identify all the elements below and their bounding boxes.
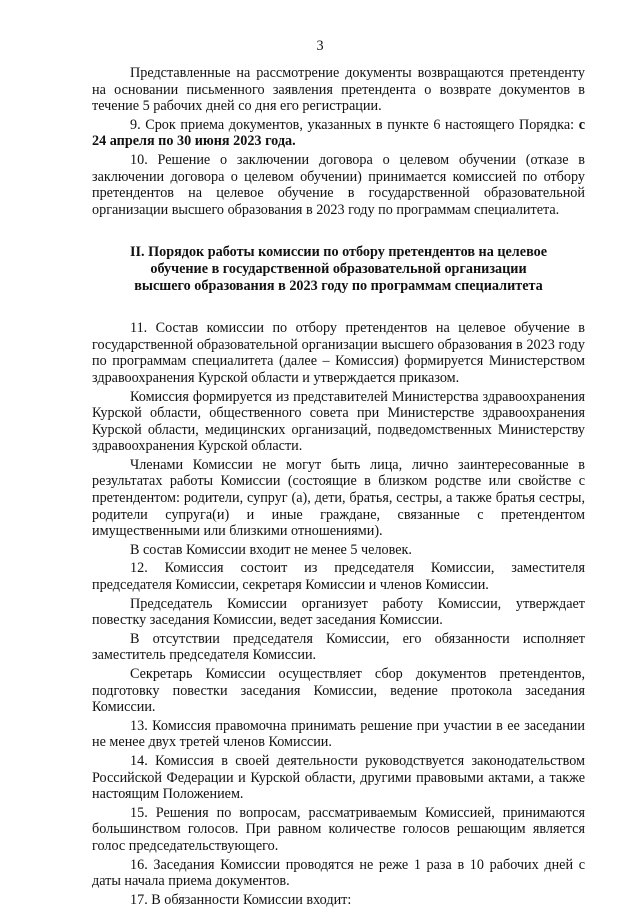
paragraph-chairman: Председатель Комиссии организует работу Комиссии, утверждает повестку заседания Комиссии, ведет заседания Комиссии. bbox=[92, 595, 585, 629]
document-body bbox=[92, 65, 585, 908]
page-number: 3 bbox=[316, 38, 324, 54]
paragraph-10: 10. Решение о заключении договора о целевом обучении (отказе в заключении договора о целевом обучении) принимается комиссией по отбору претендентов на целевое обучение в государственной образовательной организации высшего образования в 2023 году по программам специалитета. bbox=[92, 151, 585, 218]
paragraph-commission-size: В состав Комиссии входит не менее 5 человек. bbox=[130, 541, 412, 558]
paragraph-12: 12. Комиссия состоит из председателя Комиссии, заместителя председателя Комиссии, секретаря Комиссии и членов Комиссии. bbox=[92, 560, 585, 594]
section-title: II. Порядок работы комиссии по отбору претендентов на целевое обучение в государственной образовательной организации высшего образования в 2023 году по программам специалитета bbox=[129, 244, 548, 294]
paragraph-commission-members-restriction: Членами Комиссии не могут быть лица, лично заинтересованные в результатах работы Комиссии (состоящие в близком родстве или свойстве с претендентом: родители, супруг (а), дети, братья, сестры, а также братья сестры, родители супруга(и) и иные граждане, связанные с претендентом имущественными или близкими отношениями). bbox=[92, 456, 585, 540]
paragraph-9 bbox=[92, 117, 585, 150]
paragraph-11: 11. Состав комиссии по отбору претендентов на целевое обучение в государственной образовательной организации высшего образования в 2023 году по программам специалитета (далее – Комиссия) формируется Министерством здравоохранения Курской области и утверждается приказом. bbox=[92, 320, 585, 386]
paragraph-return-documents: Представленные на рассмотрение документы возвращаются претенденту на основании письменного заявления претендента о возврате документов в течение 5 рабочих дней со дня его регистрации. bbox=[92, 65, 585, 115]
paragraph-14: 14. Комиссия в своей деятельности руководствуется законодательством Российской Федерации и Курской области, другими правовыми актами, а также настоящим Положением. bbox=[92, 752, 585, 803]
paragraph-commission-formation: Комиссия формируется из представителей Министерства здравоохранения Курской области, общественного совета при Министерстве здравоохранения Курской области, медицинских организаций, подведомственных Министерству здравоохранения Курской области. bbox=[92, 388, 585, 455]
paragraph-secretary: Секретарь Комиссии осуществляет сбор документов претендентов, подготовку повестки заседания Комиссии, ведение протокола заседания Комиссии. bbox=[92, 666, 585, 716]
paragraph-9-text: 9. Срок приема документов, указанных в пункте 6 настоящего Порядка: bbox=[130, 116, 579, 133]
paragraph-16: 16. Заседания Комиссии проводятся не реже 1 раза в 10 рабочих дней с даты начала приема документов. bbox=[92, 856, 585, 890]
paragraph-13: 13. Комиссия правомочна принимать решение при участии в ее заседании не менее двух третей членов Комиссии. bbox=[92, 717, 585, 751]
paragraph-17: 17. В обязанности Комиссии входит: bbox=[130, 891, 352, 908]
paragraph-15: 15. Решения по вопросам, рассматриваемым Комиссией, принимаются большинством голосов. При равном количестве голосов решающим является голос председательствующего. bbox=[92, 804, 585, 854]
paragraph-9-dates: с 24 апреля по 30 июня 2023 года. bbox=[92, 116, 585, 150]
paragraph-deputy: В отсутствии председателя Комиссии, его обязанности исполняет заместитель председателя Комиссии. bbox=[92, 630, 585, 664]
